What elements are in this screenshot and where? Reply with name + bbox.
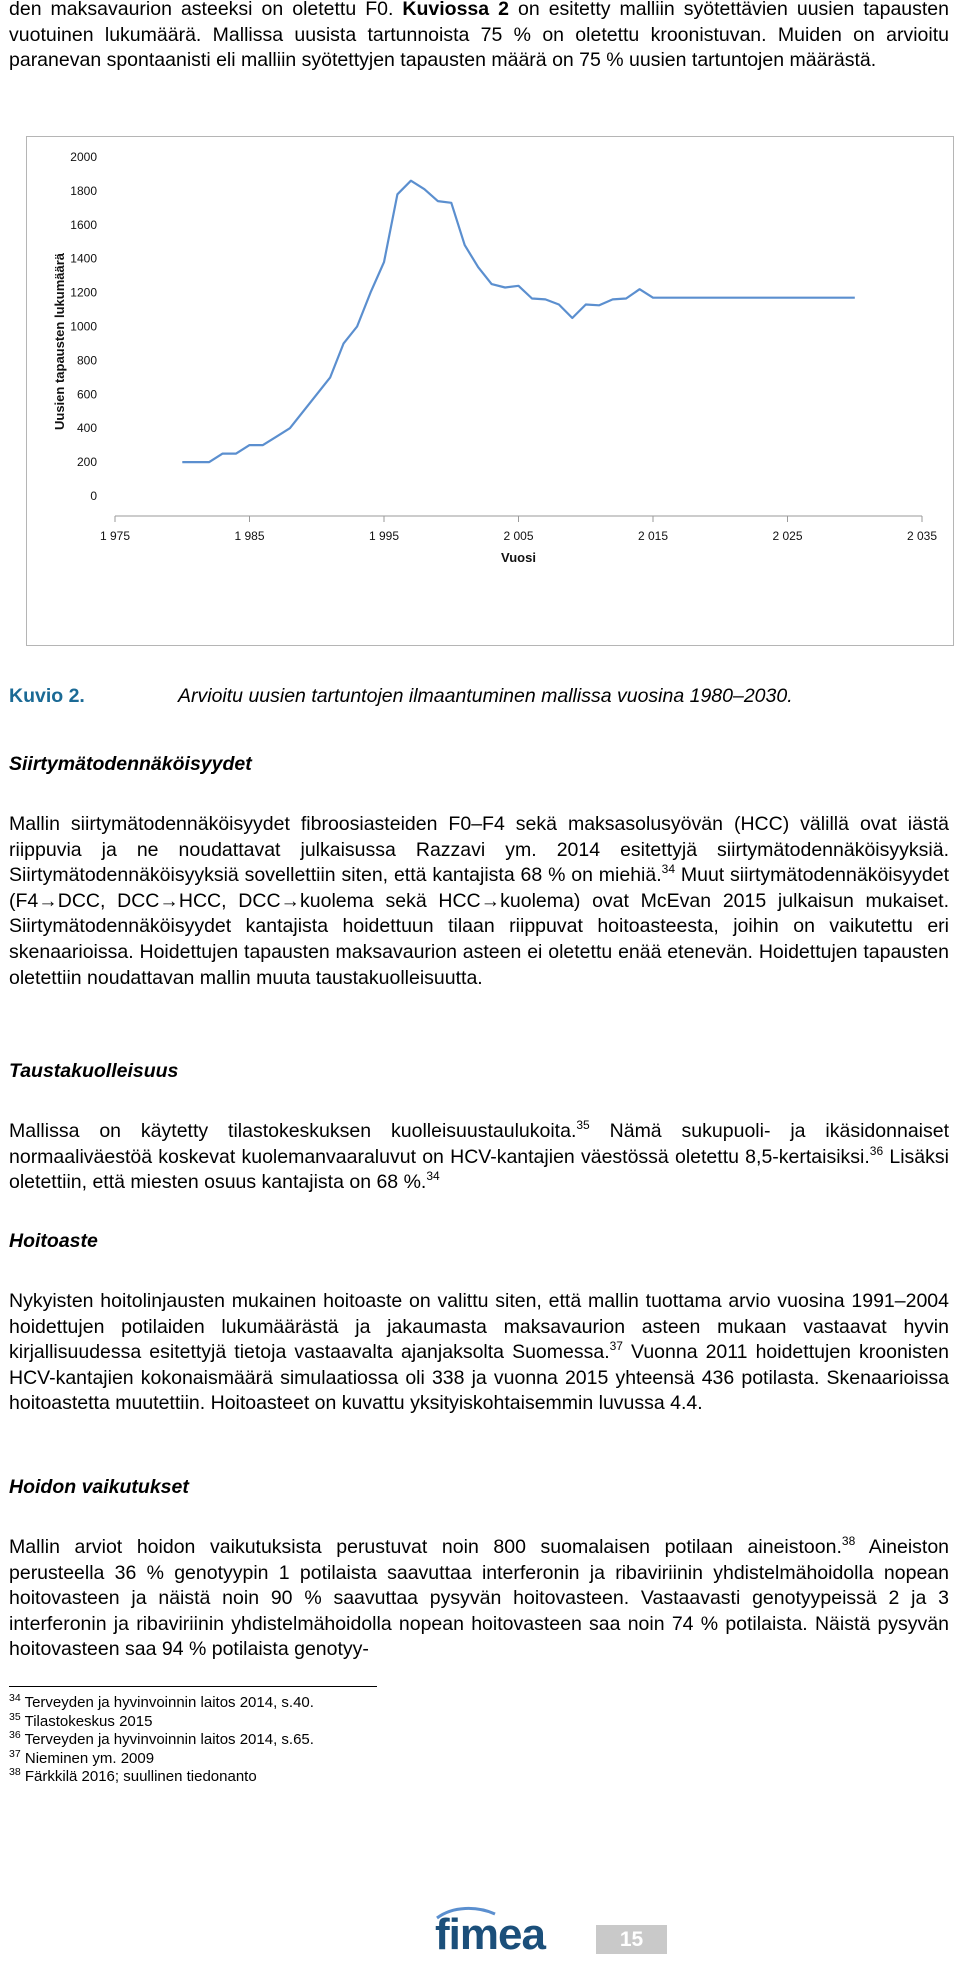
- chart-figure: [26, 136, 954, 646]
- fimea-logo: [433, 1904, 593, 1954]
- logo-wordmark: fimea: [435, 1910, 545, 1954]
- x-tick-label: 2 035: [906, 529, 938, 543]
- intro-text-a: den maksavaurion asteeksi on oletettu F0.: [9, 0, 403, 20]
- footnote: [9, 1747, 609, 1769]
- footnote: [9, 1768, 609, 1787]
- footnote-ref: 38: [841, 1534, 856, 1548]
- y-tick-label: 800: [76, 353, 97, 368]
- x-tick-label: 2 025: [772, 529, 803, 543]
- x-axis-title: Vuosi: [501, 550, 536, 565]
- footnote: [9, 1694, 609, 1713]
- footnote-text: Terveyden ja hyvinvoinnin laitos 2014, s.65.: [24, 1731, 314, 1748]
- footnote-number: 37: [9, 1747, 21, 1760]
- y-tick-label: 1800: [70, 183, 97, 198]
- paragraph-siirtymatodennakoisyydet: [9, 812, 949, 991]
- tausta-text-b: Nämä sukupuoli- ja ikäsidonnaiset normaaliväestöä koskevat kuolemanvaaraluvut on HCV-kantajien väestössä oletettu 8,5-kertaisiksi.: [9, 1120, 950, 1168]
- intro-paragraph: [9, 0, 949, 74]
- footnote-number: 34: [9, 1692, 21, 1704]
- footnote-text: Färkkilä 2016; suullinen tiedonanto: [24, 1768, 257, 1785]
- hoidon-text-a: Mallin arviot hoidon vaikutuksista perustuvat noin 800 suomalaisen potilaan aineistoon.: [9, 1536, 842, 1558]
- y-tick-label: 0: [90, 489, 97, 503]
- y-tick-label: 200: [76, 455, 97, 470]
- footnote-number: 36: [9, 1729, 21, 1741]
- paragraph-hoitoaste: [9, 1289, 949, 1417]
- x-tick-label: 1 975: [99, 529, 131, 543]
- footnote-divider: [9, 1686, 377, 1687]
- y-tick-label: 400: [76, 421, 97, 436]
- x-tick-label: 1 995: [368, 529, 400, 543]
- footnote-text: Terveyden ja hyvinvoinnin laitos 2014, s.40.: [24, 1694, 314, 1711]
- footnote-ref: 35: [576, 1118, 590, 1132]
- footnotes: [9, 1694, 609, 1787]
- x-tick-label: 1 985: [234, 529, 265, 543]
- footnote-ref: 34: [426, 1169, 440, 1184]
- footnote-ref: 34: [661, 862, 676, 877]
- tausta-text-a: Mallissa on käytetty tilastokeskuksen kuolleisuustaulukoita.: [9, 1120, 577, 1142]
- y-tick-label: 2000: [70, 150, 97, 164]
- heading-hoidon-vaikutukset: Hoidon vaikutukset: [9, 1476, 189, 1498]
- y-tick-label: 1200: [70, 285, 97, 300]
- y-tick-label: 1600: [70, 217, 97, 232]
- footnote-ref: 37: [609, 1339, 623, 1354]
- hoidon-text-b: Aineiston perusteella 36 % genotyypin 1 potilaista saavuttaa interferonin ja ribaviriinin yhdistelmähoidolla nopean hoitovasteen ja näistä noin 90 % saavuttaa pysyvän hoitovasteen. Vastaavasti genotyypeissä 2 ja 3 interferonin ja ribaviriinin yhdistelmähoidolla nopean hoitovasteen saa noin 74 % potilaista. Näistä pysyvän hoitovasteen saa 94 % potilaista genotyy-: [9, 1536, 950, 1661]
- footnote: [9, 1710, 609, 1732]
- heading-siirtymatodennakoisyydet: Siirtymätodennäköisyydet: [9, 753, 252, 775]
- y-tick-label: 1400: [70, 251, 97, 266]
- heading-hoitoaste: Hoitoaste: [9, 1230, 98, 1252]
- footnote-text: Nieminen ym. 2009: [24, 1749, 155, 1767]
- siirtyma-text-a: Mallin siirtymätodennäköisyydet fibroosiasteiden F0–F4 sekä maksasolusyövän (HCC) välillä ovat iästä riippuvia ja ne noudattavat julkaisussa Razzavi ym. 2014 esitettyjä siirtymätodennäköisyyksiä. Siirtymätodennäköisyyksiä sovellettiin siten, että kantajista 68 % on miehiä.: [9, 813, 949, 887]
- intro-text-b: on esitetty malliin syötettävien uusien tapausten vuotuinen lukumäärä. Mallissa uusista tartunnoista 75 % on oletettu kroonistuvan. Muiden on arvioitu paranevan spontaanisti eli malliin syötettyjen tapausten määrä on 75 % uusien tartuntojen määrästä.: [9, 0, 950, 72]
- hoitoaste-text-a: Nykyisten hoitolinjausten mukainen hoitoaste on valittu siten, että mallin tuottama arvio vuosina 1991–2004 hoidettujen potilaiden lukumäärästä ja jakaumasta maksavaurion asteen mukaan vastaavat hyvin kirjallisuudessa esitettyjä tietoja vastaavalta ajanjaksolta Suomessa.: [9, 1290, 949, 1364]
- y-tick-label: 1000: [70, 319, 97, 334]
- intro-figure-ref: Kuviossa 2: [402, 0, 509, 20]
- footnote-number: 38: [9, 1766, 21, 1778]
- caption-text: Arvioitu uusien tartuntojen ilmaantuminen mallissa vuosina 1980–2030.: [178, 685, 793, 707]
- paragraph-taustakuolleisuus: [9, 1119, 949, 1196]
- y-tick-label: 600: [76, 387, 97, 402]
- x-tick-label: 2 015: [637, 529, 669, 543]
- hoitoaste-text-b: Vuonna 2011 hoidettujen kroonisten HCV-kantajien kokonaismäärä simulaatiossa oli 338 ja vuonna 2015 yhteensä 436 potilasta. Skenaarioissa hoitoastetta muutettiin. Hoitoasteet on kuvattu yksityiskohtaisemmin luvussa 4.4.: [9, 1341, 949, 1415]
- footnote-ref: 36: [869, 1143, 884, 1158]
- footnote: [9, 1731, 609, 1750]
- line-chart: [27, 137, 953, 645]
- page-number: 15: [596, 1925, 667, 1954]
- data-series-line: [182, 181, 855, 462]
- x-tick-label: 2 005: [503, 529, 534, 543]
- tausta-text-c: Lisäksi oletettiin, että miesten osuus kantajista on 68 %.: [9, 1145, 949, 1194]
- caption-label: Kuvio 2.: [9, 685, 85, 707]
- y-axis-title: Uusien tapausten lukumäärä: [52, 253, 67, 430]
- figure-caption: [9, 683, 949, 709]
- paragraph-hoidon-vaikutukset: [9, 1535, 949, 1663]
- footnote-number: 35: [9, 1710, 21, 1723]
- footnote-text: Tilastokeskus 2015: [24, 1712, 153, 1730]
- heading-taustakuolleisuus: Taustakuolleisuus: [9, 1060, 179, 1082]
- siirtyma-text-b: Muut siirtymätodennäköisyydet (F4→DCC, DCC→HCC, DCC→kuolema sekä HCC→kuolema) ovat McEvan 2015 julkaisun mukaiset. Siirtymätodennäköisyydet kantajista hoidettuun tilaan riippuvat hoitoasteesta, joihin on vaikutettu eri skenaarioissa. Hoidettujen tapausten maksavaurion asteen ei oletettu enää etenevän. Hoidettujen tapausten oletettiin noudattavan mallin muuta taustakuolleisuutta.: [9, 864, 949, 989]
